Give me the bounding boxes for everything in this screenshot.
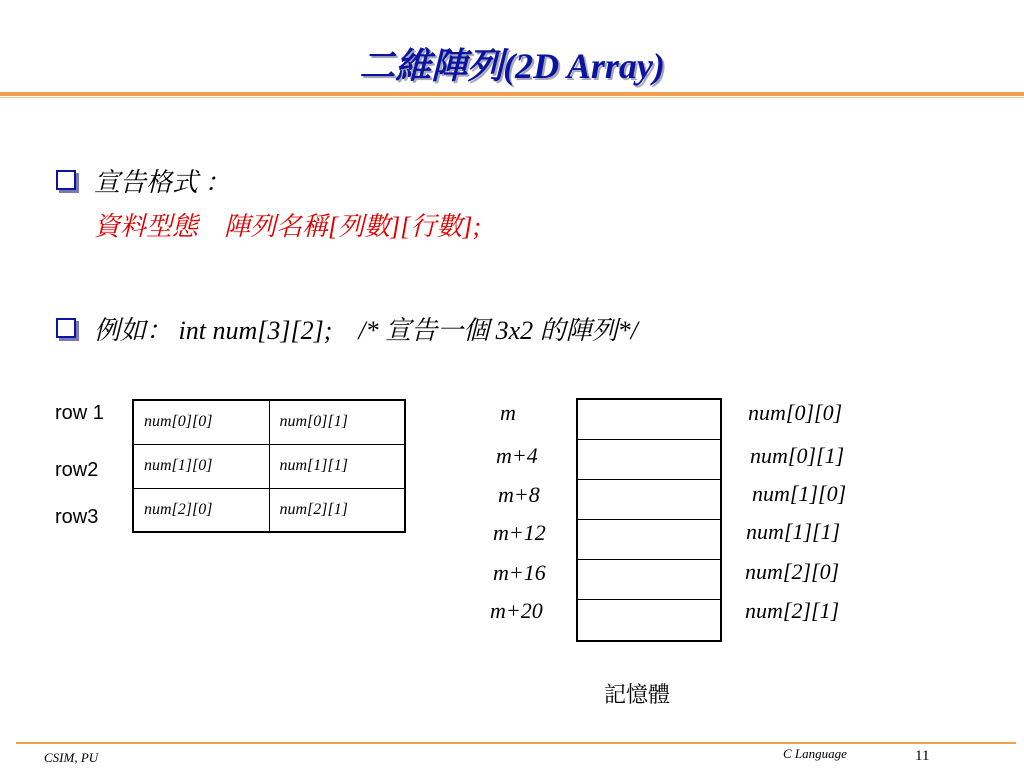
bullet-square-icon [56,318,76,338]
memory-element: num[0][1] [750,443,845,468]
declaration-syntax: 資料型態 陣列名稱[列數][行數]; [94,212,482,241]
row-label: row3 [55,506,99,528]
grid-cell: num[0][1] [269,400,405,444]
grid-cell: num[0][0] [133,400,269,444]
memory-element: num[2][0] [745,559,840,584]
footer-left: CSIM, PU [44,750,99,765]
grid-cell: num[2][1] [269,488,405,532]
array-grid [132,399,406,533]
declaration-format-label: 宣告格式 ： [94,168,231,197]
slide-title: 二維陣列(2D Array) [359,46,665,86]
memory-block [576,398,722,642]
grid-cell: num[1][1] [269,444,405,488]
example-declaration: 例如： int num[3][2]; /* 宣告一個 3x2 的陣列*/ [94,316,638,345]
memory-address: m+16 [493,560,546,585]
grid-row [133,488,405,532]
memory-cell [578,520,720,560]
row-label: row 1 [55,402,104,424]
grid-cell: num[2][0] [133,488,269,532]
grid-row [133,400,405,444]
memory-element: num[2][1] [745,598,840,623]
bullet-square-icon [56,170,76,190]
memory-cell [578,560,720,600]
page-number: 11 [915,748,930,764]
title-divider-thin [0,97,1024,98]
memory-address: m [500,400,516,425]
memory-label: 記憶體 [604,682,671,707]
footer-divider [16,742,1016,744]
memory-cell [578,400,720,440]
memory-address: m+12 [493,520,546,545]
memory-address: m+20 [490,598,543,623]
memory-address: m+4 [496,443,538,468]
memory-element: num[1][1] [746,519,841,544]
row-label: row2 [55,459,99,481]
memory-address: m+8 [498,482,540,507]
title-divider [0,92,1024,96]
grid-cell: num[1][0] [133,444,269,488]
memory-cell [578,480,720,520]
footer-center: C Language [783,746,847,761]
memory-element: num[0][0] [748,400,843,425]
memory-element: num[1][0] [752,481,847,506]
memory-cell [578,440,720,480]
memory-cell [578,600,720,640]
grid-row [133,444,405,488]
